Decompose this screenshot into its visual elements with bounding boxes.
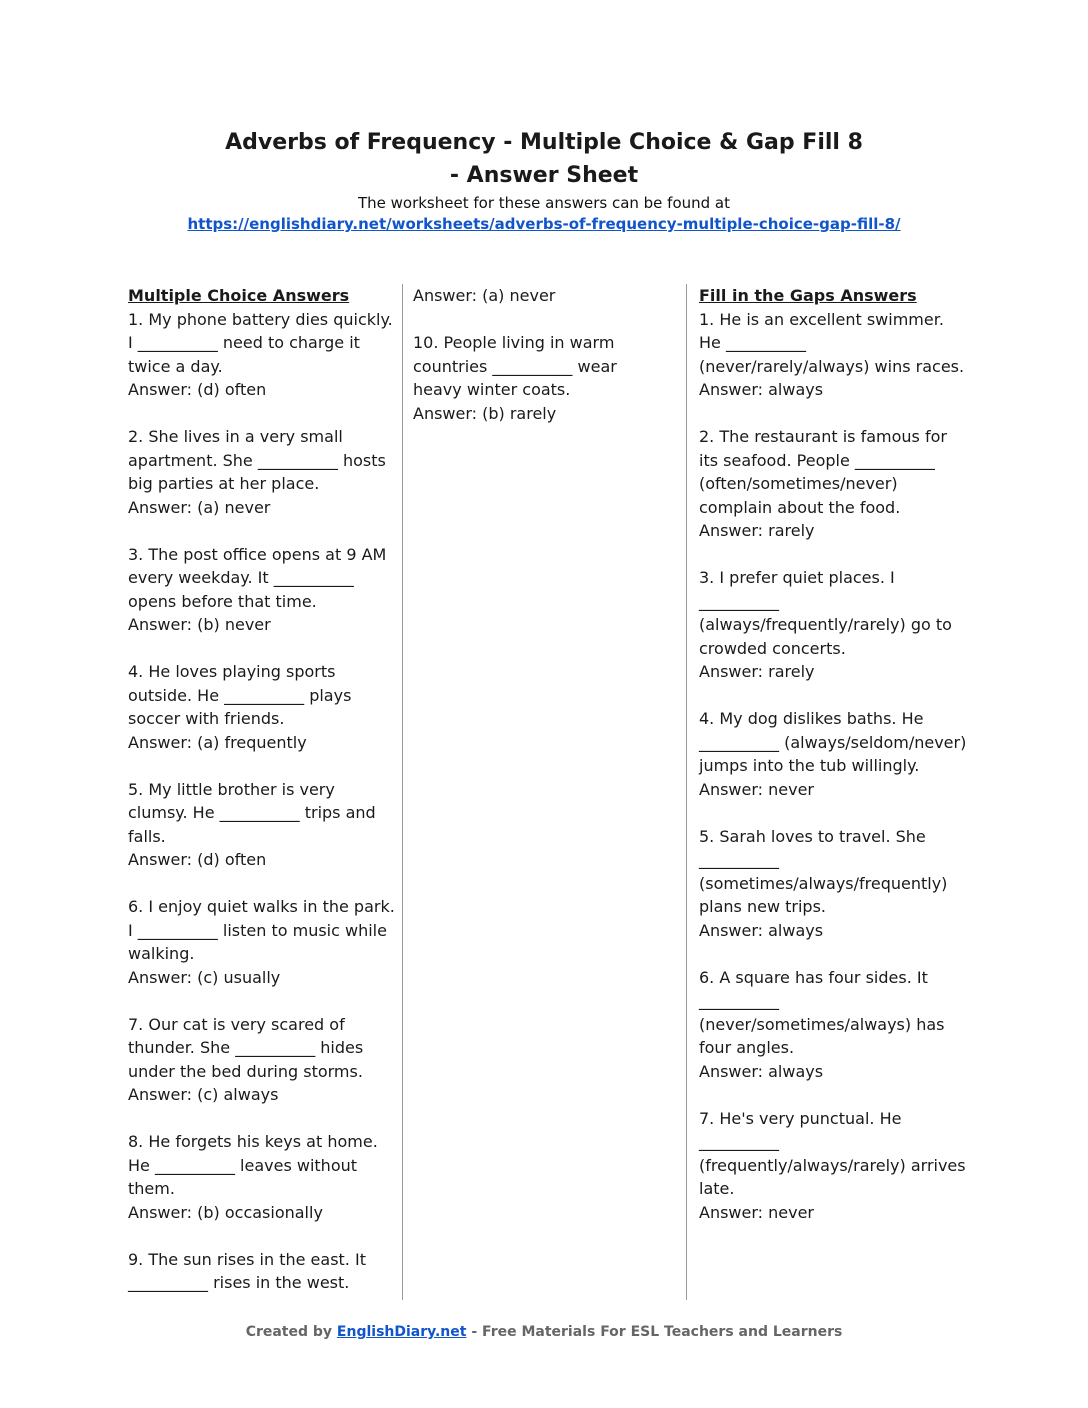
answer-text: Answer: (c) always: [128, 1085, 279, 1104]
list-item: [699, 825, 967, 943]
list-item: [699, 707, 967, 801]
question-text: 8. He forgets his keys at home. He __________ leaves without them.: [128, 1132, 378, 1198]
list-item: [699, 966, 967, 1084]
column-divider-1: [402, 284, 403, 1300]
list-item: [128, 1248, 396, 1295]
question-text: 3. I prefer quiet places. I __________ (always/frequently/rarely) go to crowded concerts.: [699, 568, 952, 658]
worksheet-link[interactable]: https://englishdiary.net/worksheets/adverbs-of-frequency-multiple-choice-gap-fill-8/: [187, 215, 901, 233]
gap-fill-heading: Fill in the Gaps Answers: [699, 286, 917, 305]
answer-text: Answer: (b) never: [128, 615, 271, 634]
column-divider-2: [686, 284, 687, 1300]
multiple-choice-column-continued: [413, 284, 653, 449]
answer-text: Answer: (c) usually: [128, 967, 281, 987]
question-text: 4. My dog dislikes baths. He __________ (always/seldom/never) jumps into the tub willingly.: [699, 709, 967, 775]
question-text: 1. He is an excellent swimmer. He __________ (never/rarely/always) wins races.: [699, 309, 965, 376]
list-item: [128, 543, 396, 637]
question-text: 2. She lives in a very small apartment. She __________ hosts big parties at her place.: [128, 427, 386, 493]
answer-text: Answer: never: [699, 779, 814, 799]
multiple-choice-heading: Multiple Choice Answers: [128, 286, 350, 305]
answer-text: Answer: (a) frequently: [128, 732, 307, 752]
footer-suffix: - Free Materials For ESL Teachers and Learners: [471, 1324, 843, 1340]
list-item: [128, 1013, 396, 1107]
question-text: 5. My little brother is very clumsy. He __________ trips and falls.: [128, 779, 376, 846]
footer-prefix: Created by: [245, 1324, 333, 1340]
answer-text: Answer: always: [699, 380, 824, 399]
question-text: 6. I enjoy quiet walks in the park. I __________ listen to music while walking.: [128, 897, 395, 963]
question-text: 6. A square has four sides. It __________ (never/sometimes/always) has four angles.: [699, 967, 945, 1057]
answer-text: Answer: (d) often: [128, 850, 267, 869]
title-line-1: Adverbs of Frequency - Multiple Choice & Gap Fill 8: [225, 130, 863, 155]
gap-fill-column: [699, 284, 967, 1248]
footer: [0, 1322, 1088, 1342]
question-text: 1. My phone battery dies quickly. I __________ need to charge it twice a day.: [128, 309, 393, 376]
multiple-choice-column: [128, 284, 396, 1318]
title-line-2: - Answer Sheet: [449, 163, 639, 188]
answer-text: Answer: rarely: [699, 662, 815, 681]
list-item: [128, 895, 396, 989]
question-text: 10. People living in warm countries __________ wear heavy winter coats.: [413, 333, 617, 399]
list-item: [699, 566, 967, 684]
list-item: [699, 308, 967, 402]
page-title: [0, 126, 1088, 192]
list-item: [128, 425, 396, 519]
answer-text: Answer: (b) occasionally: [128, 1202, 323, 1222]
answer-text: Answer: (d) often: [128, 380, 267, 399]
answer-text: Answer: rarely: [699, 521, 815, 540]
question-text: 5. Sarah loves to travel. She __________ (sometimes/always/frequently) plans new trips.: [699, 826, 948, 916]
question-text: 3. The post office opens at 9 AM every weekday. It __________ opens before that time.: [128, 544, 387, 611]
answer-text: Answer: always: [699, 1061, 824, 1081]
question-text: 9. The sun rises in the east. It __________ rises in the west.: [128, 1249, 366, 1292]
question-text: 4. He loves playing sports outside. He __________ plays soccer with friends.: [128, 662, 352, 728]
answer-text: Answer: (a) never: [413, 286, 556, 305]
answer-text: Answer: never: [699, 1202, 814, 1222]
question-text: 2. The restaurant is famous for its seafood. People __________ (often/sometimes/never) complain about the food.: [699, 427, 947, 517]
question-text: 7. He's very punctual. He __________ (frequently/always/rarely) arrives late.: [699, 1108, 966, 1198]
list-item: [128, 660, 396, 754]
answer-text: Answer: always: [699, 920, 824, 940]
list-item: [128, 308, 396, 402]
answer-text: Answer: (b) rarely: [413, 403, 557, 423]
list-item: [128, 1130, 396, 1224]
list-item: [699, 1107, 967, 1225]
list-item: [413, 331, 653, 425]
question-text: 7. Our cat is very scared of thunder. She __________ hides under the bed during storms.: [128, 1014, 364, 1081]
subtitle: The worksheet for these answers can be found at: [357, 194, 731, 212]
list-item: [128, 778, 396, 872]
answer-text: Answer: (a) never: [128, 497, 271, 517]
list-item: [699, 425, 967, 543]
list-item: [413, 284, 653, 308]
footer-link[interactable]: EnglishDiary.net: [336, 1324, 467, 1340]
